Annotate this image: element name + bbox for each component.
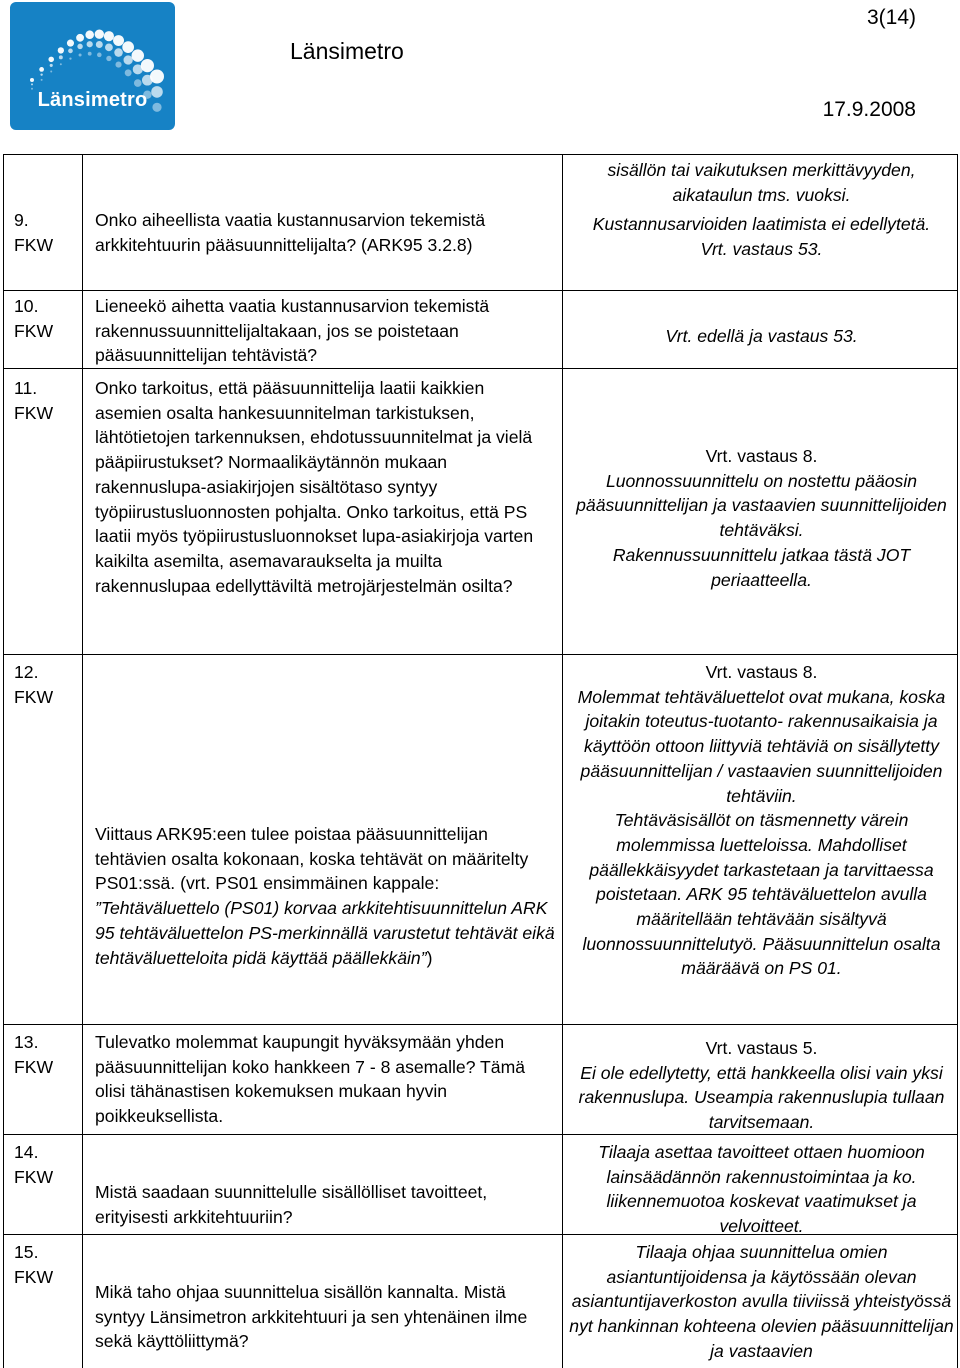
logo-dot bbox=[40, 73, 42, 75]
logo-dot bbox=[41, 79, 43, 81]
row-tag: FKW bbox=[14, 1166, 54, 1187]
row-number: 13. bbox=[14, 1032, 39, 1052]
question-text-end: ) bbox=[426, 947, 433, 968]
question-text bbox=[95, 822, 555, 970]
logo-dot bbox=[87, 41, 93, 47]
answer-text: Kustannusarvioiden laatimista ei edellytetä. bbox=[592, 214, 931, 234]
table-left-rule bbox=[3, 154, 4, 1368]
question-quote: ”Tehtäväluettelo (PS01) korvaa arkkitehtisuunnittelun ARK 95 tehtäväluettelon PS-merkinnällä varustetut tehtävät eikä tehtäväluetteloita pidä käyttää päällekkäin” bbox=[95, 898, 555, 968]
question-text: Tulevatko molemmat kaupungit hyväksymään yhden pääsuunnittelijan koko hankkeen 7 - 8 asemalle? Tämä olisi tähänastisen kokemuksen mukaan hyvin poikkeuksellista. bbox=[95, 1032, 526, 1127]
logo-dot bbox=[31, 83, 33, 85]
table-top-rule bbox=[3, 154, 958, 155]
row-tag: FKW bbox=[14, 1056, 54, 1077]
question-text: Onko aiheellista vaatia kustannusarvion tekemistä arkkitehtuurin pääsuunnittelijalta? (ARK95 3.2.8) bbox=[95, 210, 486, 255]
row-number: 14. bbox=[14, 1142, 39, 1162]
row-tag: FKW bbox=[14, 320, 54, 341]
column-rule-1 bbox=[82, 154, 83, 1368]
logo-dot bbox=[50, 64, 53, 67]
question-text: Mikä taho ohjaa suunnittelua sisällön kannalta. Mistä syntyy Länsimetron arkkitehtuuri ja sen yhtenäinen ilme sekä käyttöliittymä? bbox=[95, 1282, 528, 1352]
row-tag: FKW bbox=[14, 234, 54, 255]
row-rule bbox=[3, 1024, 958, 1025]
logo-dot bbox=[115, 62, 121, 68]
logo-dot bbox=[122, 41, 134, 53]
row-rule bbox=[3, 290, 958, 291]
question-text: Onko tarkoitus, että pääsuunnittelija laatii kaikkien asemien osalta hankesuunnitelman tarkistuksen, lähtötietojen tarkennuksen, ehdotussuunnitelmat ja vielä pääpiirustukset? Normaalikäytännön mukaan rakennuslupa-asiakirjojen sisältötaso syntyy työpiirustusluonnosten pohjalta. Onko tarkoitus, että PS laatii myös työpiirustusluonnokset lupa-asiakirjoja varten kaikilta asemilta, asemavaraukselta ja muilta rakennuslupaa edellyttäviltä metrojärjestelmän osilta? bbox=[95, 378, 534, 596]
logo-dot bbox=[141, 59, 154, 72]
lansimetro-logo bbox=[10, 2, 175, 130]
answer-text: Vrt. vastaus 53. bbox=[700, 238, 823, 259]
table-row-15-number bbox=[14, 1240, 74, 1289]
row-tag: FKW bbox=[14, 1266, 54, 1287]
answer-text: Molemmat tehtäväluettelot ovat mukana, koska joitakin toteutus-tuotanto- rakennusaikaisia ja käyttöön ottoon liittyviä tehtäviä on sisällytetty pääsuunnittelijan / vastaavien suunnittelijoiden tehtäviin. bbox=[577, 686, 946, 806]
row-rule bbox=[3, 654, 958, 655]
table-row-9-number bbox=[14, 208, 74, 257]
logo-dot bbox=[106, 56, 111, 61]
logo-dot bbox=[50, 71, 52, 73]
answer-text: Vrt. edellä ja vastaus 53. bbox=[665, 326, 858, 346]
logo-dot bbox=[58, 47, 64, 53]
table-row-12-number bbox=[14, 660, 74, 709]
table-row-11-question bbox=[95, 376, 555, 598]
row-tag: FKW bbox=[14, 402, 54, 423]
question-text-main: Viittaus ARK95:een tulee poistaa pääsuunnittelijan tehtävien osalta kokonaan, koska tehtävät on määritelty PS01:ssä. (vrt. PS01 ensimmäinen kappale: bbox=[95, 824, 529, 894]
answer-text: Ei ole edellytetty, että hankkeella olisi vain yksi rakennuslupa. Useampia rakennuslupia tullaan tarvitsemaan. bbox=[578, 1062, 945, 1133]
logo-dot bbox=[124, 55, 133, 64]
answer-text: Tehtäväsisällöt on täsmennetty värein molemmissa luetteloissa. Mahdolliset päällekkäisyydet tarkastetaan ja tarvittaessa poistetaan. ARK 95 tehtäväluettelon avulla määritellään tehtävään sisältyvä luonnossuunnittelutyö. Pääsuunnittelun osalta määräävä on PS 01. bbox=[582, 810, 941, 979]
table-row-13-answer bbox=[569, 1036, 954, 1135]
logo-dot bbox=[76, 34, 84, 42]
table-row-9-question bbox=[95, 208, 555, 257]
logo-dot bbox=[48, 57, 54, 63]
logo-dot bbox=[150, 69, 164, 83]
logo-dot bbox=[59, 55, 63, 59]
logo-dot bbox=[79, 54, 82, 57]
question-text: Lieneekö aihetta vaatia kustannusarvion tekemistä rakennussuunnittelijaltakaan, jos se poistetaan pääsuunnittelijan tehtävistä? bbox=[95, 296, 490, 366]
logo-dot bbox=[30, 78, 34, 82]
answer-reference: Vrt. vastaus 8. bbox=[705, 662, 818, 682]
row-number: 12. bbox=[14, 662, 39, 682]
answer-reference: Vrt. vastaus 5. bbox=[705, 1038, 818, 1058]
logo-dot bbox=[132, 49, 144, 61]
answer-text: Luonnossuunnittelu on nostettu pääosin pääsuunnittelijan ja vastaavien suunnittelijoiden tehtäväksi. bbox=[576, 470, 947, 541]
logo-dot bbox=[67, 40, 74, 47]
column-rule-2 bbox=[562, 154, 563, 1368]
table-row-10-number bbox=[14, 294, 74, 343]
table-row-12-question bbox=[95, 822, 555, 970]
table-row-10-question bbox=[95, 294, 555, 368]
table-row-15-answer bbox=[569, 1240, 954, 1364]
table-right-rule bbox=[957, 154, 958, 1368]
logo-text: Länsimetro bbox=[37, 89, 148, 111]
row-rule bbox=[3, 368, 958, 369]
question-text: Mistä saadaan suunnittelulle sisällölliset tavoitteet, erityisesti arkkitehtuuriin? bbox=[95, 1182, 488, 1227]
logo-dot bbox=[96, 41, 103, 48]
table-row-10-answer bbox=[569, 324, 954, 349]
document-date: 17.9.2008 bbox=[822, 98, 916, 121]
table-row-13-question bbox=[95, 1030, 555, 1129]
logo-dot bbox=[105, 43, 113, 51]
table-row-12-answer bbox=[569, 660, 954, 981]
table-row-14-number bbox=[14, 1140, 74, 1189]
table-row-15-question bbox=[95, 1280, 555, 1354]
table-row-11-answer bbox=[569, 444, 954, 592]
table-row-13-number bbox=[14, 1030, 74, 1079]
logo-dot bbox=[68, 49, 73, 54]
logo-dot bbox=[39, 67, 44, 72]
logo-dot bbox=[134, 79, 142, 87]
logo-dot bbox=[85, 30, 94, 39]
row-tag: FKW bbox=[14, 686, 54, 707]
logo-dot bbox=[113, 35, 124, 46]
logo-dot bbox=[77, 44, 82, 49]
answer-text: Rakennussuunnittelu jatkaa tästä JOT periaatteella. bbox=[612, 544, 911, 590]
answer-reference: Vrt. vastaus 8. bbox=[705, 446, 818, 466]
logo-dot bbox=[114, 48, 123, 57]
answer-text: Tilaaja ohjaa suunnittelua omien asiantuntijoidensa ja käytössään olevan asiantuntijaverkoston avulla tiiviissä yhteistyössä nyt hankinnan kohteena olevien pääsuunnittelijan ja vastaavien bbox=[569, 1242, 954, 1361]
table-row-14-answer bbox=[569, 1140, 954, 1239]
table-row-11-number bbox=[14, 376, 74, 425]
logo-dot bbox=[104, 31, 114, 41]
row-number: 9. bbox=[14, 210, 29, 230]
logo-dot bbox=[95, 29, 104, 38]
page-number: 3(14) bbox=[866, 6, 916, 29]
qa-table bbox=[3, 154, 958, 1368]
answer-text: Tilaaja asettaa tavoitteet ottaen huomioon lainsäädännön rakennustoimintaa ja ko. liikennemuotoa koskevat vaatimukset ja velvoitteet. bbox=[598, 1142, 925, 1237]
logo-dot bbox=[125, 69, 132, 76]
row-number: 11. bbox=[14, 378, 38, 398]
table-row-9-answer bbox=[569, 212, 954, 261]
table-row-14-question bbox=[95, 1180, 555, 1229]
row-number: 15. bbox=[14, 1242, 39, 1262]
row-number: 10. bbox=[14, 296, 39, 316]
logo-dot bbox=[69, 58, 71, 60]
answer-continuation: sisällön tai vaikutuksen merkittävyyden, aikataulun tms. vuoksi. bbox=[607, 160, 916, 205]
document-title: Länsimetro bbox=[290, 38, 404, 64]
logo-dot bbox=[88, 52, 92, 56]
logo-dot bbox=[97, 53, 102, 58]
logo-dot bbox=[60, 63, 62, 65]
